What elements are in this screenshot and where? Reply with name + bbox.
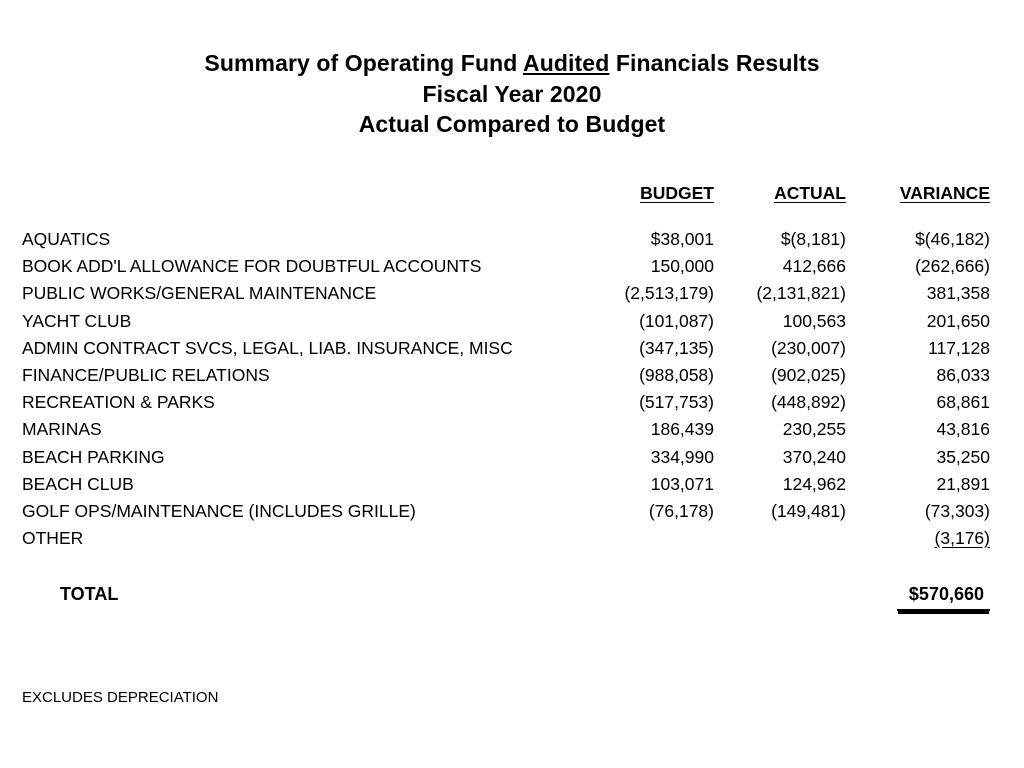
- total-label: TOTAL: [60, 584, 119, 604]
- cell-budget: (347,135): [639, 337, 714, 358]
- row-label: BEACH CLUB: [22, 473, 134, 494]
- cell-variance: 381,358: [926, 283, 990, 304]
- cell-variance: 201,650: [926, 310, 990, 331]
- column-header-variance: VARIANCE: [899, 183, 990, 203]
- cell-variance: (262,666): [915, 256, 990, 277]
- cell-budget: 186,439: [650, 419, 714, 440]
- cell-variance: (3,176): [934, 528, 990, 549]
- row-label: BOOK ADD'L ALLOWANCE FOR DOUBTFUL ACCOUNTS: [22, 256, 482, 277]
- title-part-pre: Summary of Operating Fund: [204, 50, 524, 76]
- table-row: [0, 228, 1024, 255]
- cell-budget: (517,753): [639, 392, 714, 413]
- table-row: [0, 337, 1024, 364]
- row-label: OTHER: [22, 528, 84, 549]
- table-row: [0, 391, 1024, 418]
- cell-actual: (230,007): [771, 337, 846, 358]
- cell-variance: 68,861: [936, 392, 990, 413]
- title-part-underlined: Audited: [523, 50, 610, 76]
- cell-budget: (988,058): [639, 364, 714, 385]
- cell-actual: 100,563: [782, 310, 846, 331]
- row-label: ADMIN CONTRACT SVCS, LEGAL, LIAB. INSURANCE, MISC: [22, 337, 513, 358]
- cell-budget: 334,990: [650, 446, 714, 467]
- table-row: [0, 364, 1024, 391]
- table-row: [0, 418, 1024, 445]
- cell-variance: 43,816: [936, 419, 990, 440]
- table-row: [0, 527, 1024, 554]
- table-row: [0, 473, 1024, 500]
- title-line-2: Fiscal Year 2020: [422, 80, 602, 107]
- table-row: [0, 500, 1024, 527]
- cell-actual: (448,892): [771, 392, 846, 413]
- total-variance-value: $570,660: [897, 583, 990, 611]
- cell-actual: (2,131,821): [756, 283, 846, 304]
- row-label: MARINAS: [22, 419, 102, 440]
- cell-budget: (76,178): [648, 500, 714, 521]
- title-line-1: [0, 48, 1024, 79]
- cell-variance: 21,891: [936, 473, 990, 494]
- financial-table: [0, 182, 1024, 554]
- table-row: [0, 282, 1024, 309]
- cell-variance: $(46,182): [915, 229, 990, 249]
- cell-actual: (902,025): [771, 364, 846, 385]
- row-label: FINANCE/PUBLIC RELATIONS: [22, 364, 270, 385]
- row-label: GOLF OPS/MAINTENANCE (INCLUDES GRILLE): [22, 500, 416, 521]
- cell-actual: $(8,181): [780, 229, 846, 249]
- cell-variance: (73,303): [924, 500, 990, 521]
- table-row: [0, 446, 1024, 473]
- cell-budget: (2,513,179): [624, 283, 714, 304]
- table-header-row: [0, 182, 1024, 212]
- footnote: EXCLUDES DEPRECIATION: [22, 689, 219, 706]
- cell-actual: (149,481): [771, 500, 846, 521]
- row-label: BEACH PARKING: [22, 446, 165, 467]
- table-row: [0, 310, 1024, 337]
- cell-budget: 103,071: [650, 473, 714, 494]
- cell-budget: $38,001: [650, 229, 714, 249]
- column-header-budget: BUDGET: [640, 183, 714, 203]
- row-label: AQUATICS: [22, 229, 111, 249]
- title-line-3: Actual Compared to Budget: [358, 111, 666, 137]
- cell-actual: 412,666: [782, 256, 846, 277]
- title-part-post: Financials Results: [609, 50, 820, 76]
- cell-actual: 230,255: [782, 419, 846, 440]
- table-row: [0, 255, 1024, 282]
- cell-actual: 124,962: [782, 473, 846, 494]
- row-label: PUBLIC WORKS/GENERAL MAINTENANCE: [22, 283, 377, 304]
- cell-variance: 117,128: [928, 337, 990, 358]
- row-label: RECREATION & PARKS: [22, 392, 215, 413]
- cell-budget: 150,000: [650, 256, 714, 277]
- cell-variance: 86,033: [936, 364, 990, 385]
- column-header-actual: ACTUAL: [774, 183, 846, 203]
- total-row: [0, 583, 1024, 613]
- row-label: YACHT CLUB: [22, 310, 132, 331]
- header-spacer: [0, 212, 1024, 228]
- cell-budget: (101,087): [639, 310, 714, 331]
- cell-actual: 370,240: [782, 446, 846, 467]
- cell-variance: 35,250: [936, 446, 990, 467]
- page-title: [0, 48, 1024, 140]
